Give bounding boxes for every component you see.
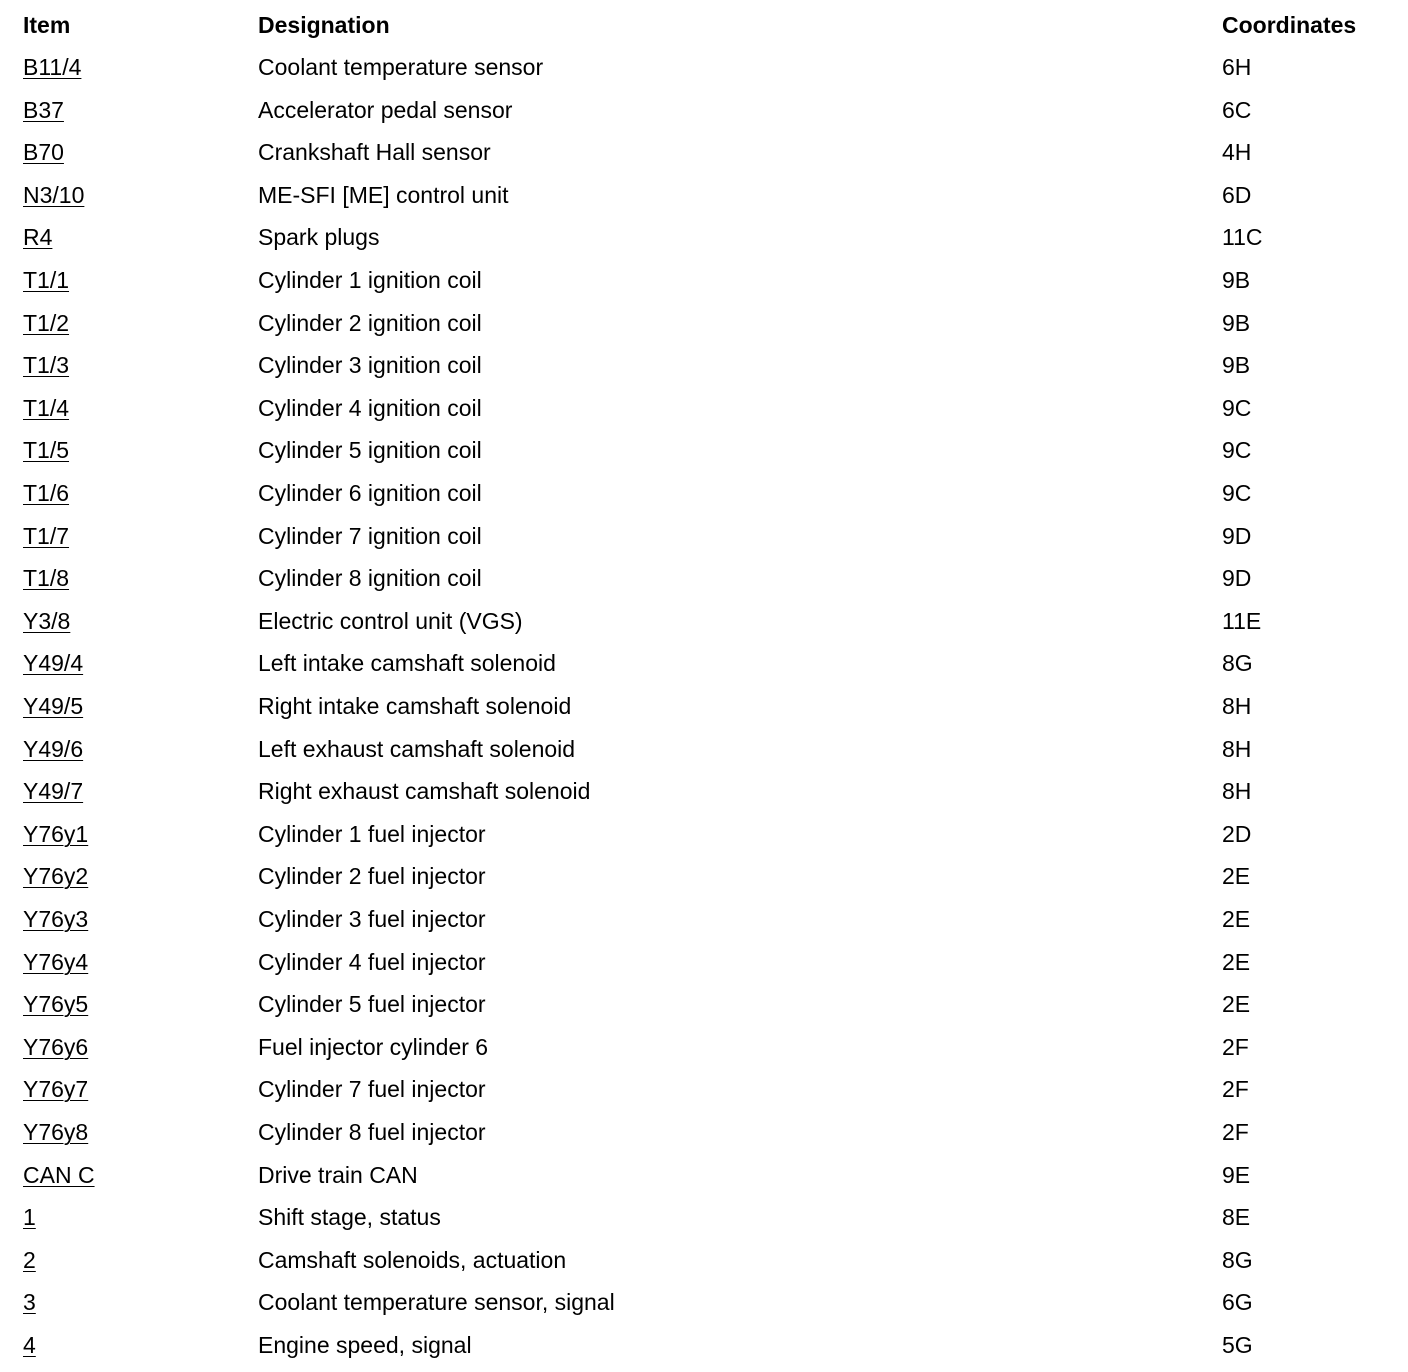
- item-link[interactable]: Y49/5: [23, 693, 84, 719]
- coordinates-cell: 2F: [1222, 1034, 1249, 1060]
- table-row: [0, 180, 1408, 210]
- column-header-item: Item: [23, 12, 71, 38]
- item-link[interactable]: Y76y1: [23, 821, 89, 847]
- designation-cell: Accelerator pedal sensor: [258, 97, 513, 123]
- item-link[interactable]: 1: [23, 1204, 36, 1230]
- item-link[interactable]: Y49/7: [23, 778, 84, 804]
- designation-cell: Cylinder 8 fuel injector: [258, 1119, 486, 1145]
- designation-cell: Left exhaust camshaft solenoid: [258, 736, 576, 762]
- designation-cell: Drive train CAN: [258, 1162, 418, 1188]
- table-row: [0, 222, 1408, 252]
- item-link[interactable]: T1/7: [23, 523, 70, 549]
- item-link[interactable]: 2: [23, 1247, 36, 1273]
- item-link[interactable]: Y76y6: [23, 1034, 89, 1060]
- coordinates-cell: 9D: [1222, 523, 1252, 549]
- designation-cell: Spark plugs: [258, 224, 380, 250]
- item-link[interactable]: Y76y7: [23, 1076, 89, 1102]
- designation-cell: Cylinder 3 fuel injector: [258, 906, 486, 932]
- designation-cell: Cylinder 4 ignition coil: [258, 395, 482, 421]
- designation-cell: Cylinder 6 ignition coil: [258, 480, 482, 506]
- coordinates-cell: 8H: [1222, 736, 1252, 762]
- coordinates-cell: 9B: [1222, 310, 1251, 336]
- table-row: [0, 989, 1408, 1019]
- coordinates-cell: 2D: [1222, 821, 1252, 847]
- table-row: [0, 947, 1408, 977]
- item-link[interactable]: R4: [23, 224, 53, 250]
- table-row: [0, 137, 1408, 167]
- table-row: [0, 393, 1408, 423]
- item-link[interactable]: T1/1: [23, 267, 70, 293]
- table-row: [0, 776, 1408, 806]
- item-link[interactable]: Y76y5: [23, 991, 89, 1017]
- coordinates-cell: 8E: [1222, 1204, 1251, 1230]
- item-link[interactable]: T1/4: [23, 395, 70, 421]
- designation-cell: ME-SFI [ME] control unit: [258, 182, 509, 208]
- table-row: [0, 435, 1408, 465]
- table-row: [0, 1245, 1408, 1275]
- table-row: [0, 691, 1408, 721]
- table-row: [0, 861, 1408, 891]
- coordinates-cell: 4H: [1222, 139, 1252, 165]
- item-link[interactable]: Y49/4: [23, 650, 84, 676]
- table-row: [0, 1117, 1408, 1147]
- table-row: [0, 1287, 1408, 1317]
- table-row: [0, 1074, 1408, 1104]
- item-link[interactable]: 4: [23, 1332, 36, 1358]
- item-link[interactable]: Y3/8: [23, 608, 71, 634]
- coordinates-cell: 8H: [1222, 693, 1252, 719]
- table-row: [0, 648, 1408, 678]
- coordinates-cell: 11E: [1222, 608, 1262, 634]
- coordinates-cell: 11C: [1222, 224, 1263, 250]
- item-link[interactable]: Y76y4: [23, 949, 89, 975]
- coordinates-cell: 6G: [1222, 1289, 1253, 1315]
- item-link[interactable]: B11/4: [23, 54, 82, 80]
- coordinates-cell: 2E: [1222, 991, 1251, 1017]
- coordinates-cell: 2E: [1222, 906, 1251, 932]
- coordinates-cell: 5G: [1222, 1332, 1253, 1358]
- coordinates-cell: 9C: [1222, 437, 1252, 463]
- coordinates-cell: 8H: [1222, 778, 1252, 804]
- item-link[interactable]: Y76y2: [23, 863, 89, 889]
- table-row: [0, 606, 1408, 636]
- item-link[interactable]: CAN C: [23, 1162, 95, 1188]
- designation-cell: Cylinder 8 ignition coil: [258, 565, 482, 591]
- table-row: [0, 521, 1408, 551]
- table-row: [0, 563, 1408, 593]
- designation-cell: Engine speed, signal: [258, 1332, 472, 1358]
- coordinates-cell: 9E: [1222, 1162, 1251, 1188]
- table-row: [0, 1032, 1408, 1062]
- table-row: [0, 350, 1408, 380]
- coordinates-cell: 6C: [1222, 97, 1252, 123]
- designation-cell: Cylinder 4 fuel injector: [258, 949, 486, 975]
- item-link[interactable]: T1/2: [23, 310, 70, 336]
- table-header-row: [0, 10, 1408, 40]
- coordinates-cell: 9C: [1222, 395, 1252, 421]
- item-link[interactable]: N3/10: [23, 182, 85, 208]
- designation-cell: Cylinder 7 fuel injector: [258, 1076, 486, 1102]
- designation-cell: Camshaft solenoids, actuation: [258, 1247, 567, 1273]
- coordinates-cell: 6D: [1222, 182, 1252, 208]
- table-row: [0, 1202, 1408, 1232]
- table-row: [0, 819, 1408, 849]
- table-row: [0, 734, 1408, 764]
- table-row: [0, 95, 1408, 125]
- designation-cell: Shift stage, status: [258, 1204, 441, 1230]
- designation-cell: Right intake camshaft solenoid: [258, 693, 572, 719]
- table-row: [0, 478, 1408, 508]
- item-link[interactable]: T1/5: [23, 437, 70, 463]
- designation-cell: Left intake camshaft solenoid: [258, 650, 556, 676]
- coordinates-cell: 9B: [1222, 267, 1251, 293]
- table-row: [0, 1160, 1408, 1190]
- designation-cell: Cylinder 7 ignition coil: [258, 523, 482, 549]
- coordinates-cell: 2E: [1222, 949, 1251, 975]
- table-row: [0, 1330, 1408, 1360]
- item-link[interactable]: T1/6: [23, 480, 70, 506]
- item-link[interactable]: Y76y3: [23, 906, 89, 932]
- item-link[interactable]: T1/3: [23, 352, 70, 378]
- designation-cell: Cylinder 2 fuel injector: [258, 863, 486, 889]
- coordinates-cell: 2F: [1222, 1119, 1249, 1145]
- coordinates-cell: 6H: [1222, 54, 1252, 80]
- item-link[interactable]: T1/8: [23, 565, 70, 591]
- coordinates-cell: 2E: [1222, 863, 1251, 889]
- table-row: [0, 265, 1408, 295]
- designation-cell: Coolant temperature sensor, signal: [258, 1289, 615, 1315]
- column-header-designation: Designation: [258, 12, 390, 38]
- designation-cell: Cylinder 2 ignition coil: [258, 310, 482, 336]
- item-link[interactable]: Y49/6: [23, 736, 84, 762]
- designation-cell: Electric control unit (VGS): [258, 608, 523, 634]
- designation-cell: Coolant temperature sensor: [258, 54, 544, 80]
- designation-cell: Cylinder 3 ignition coil: [258, 352, 482, 378]
- item-link[interactable]: B70: [23, 139, 64, 165]
- coordinates-cell: 8G: [1222, 650, 1253, 676]
- coordinates-cell: 9C: [1222, 480, 1252, 506]
- designation-cell: Right exhaust camshaft solenoid: [258, 778, 591, 804]
- designation-cell: Cylinder 5 fuel injector: [258, 991, 486, 1017]
- designation-cell: Crankshaft Hall sensor: [258, 139, 491, 165]
- coordinates-cell: 9B: [1222, 352, 1251, 378]
- coordinates-cell: 2F: [1222, 1076, 1249, 1102]
- designation-cell: Cylinder 1 ignition coil: [258, 267, 482, 293]
- item-link[interactable]: 3: [23, 1289, 36, 1315]
- table-row: [0, 904, 1408, 934]
- table-row: [0, 52, 1408, 82]
- item-link[interactable]: B37: [23, 97, 64, 123]
- coordinates-cell: 9D: [1222, 565, 1252, 591]
- designation-cell: Fuel injector cylinder 6: [258, 1034, 489, 1060]
- designation-cell: Cylinder 1 fuel injector: [258, 821, 486, 847]
- table-row: [0, 308, 1408, 338]
- item-link[interactable]: Y76y8: [23, 1119, 89, 1145]
- coordinates-cell: 8G: [1222, 1247, 1253, 1273]
- designation-cell: Cylinder 5 ignition coil: [258, 437, 482, 463]
- column-header-coordinates: Coordinates: [1222, 12, 1357, 38]
